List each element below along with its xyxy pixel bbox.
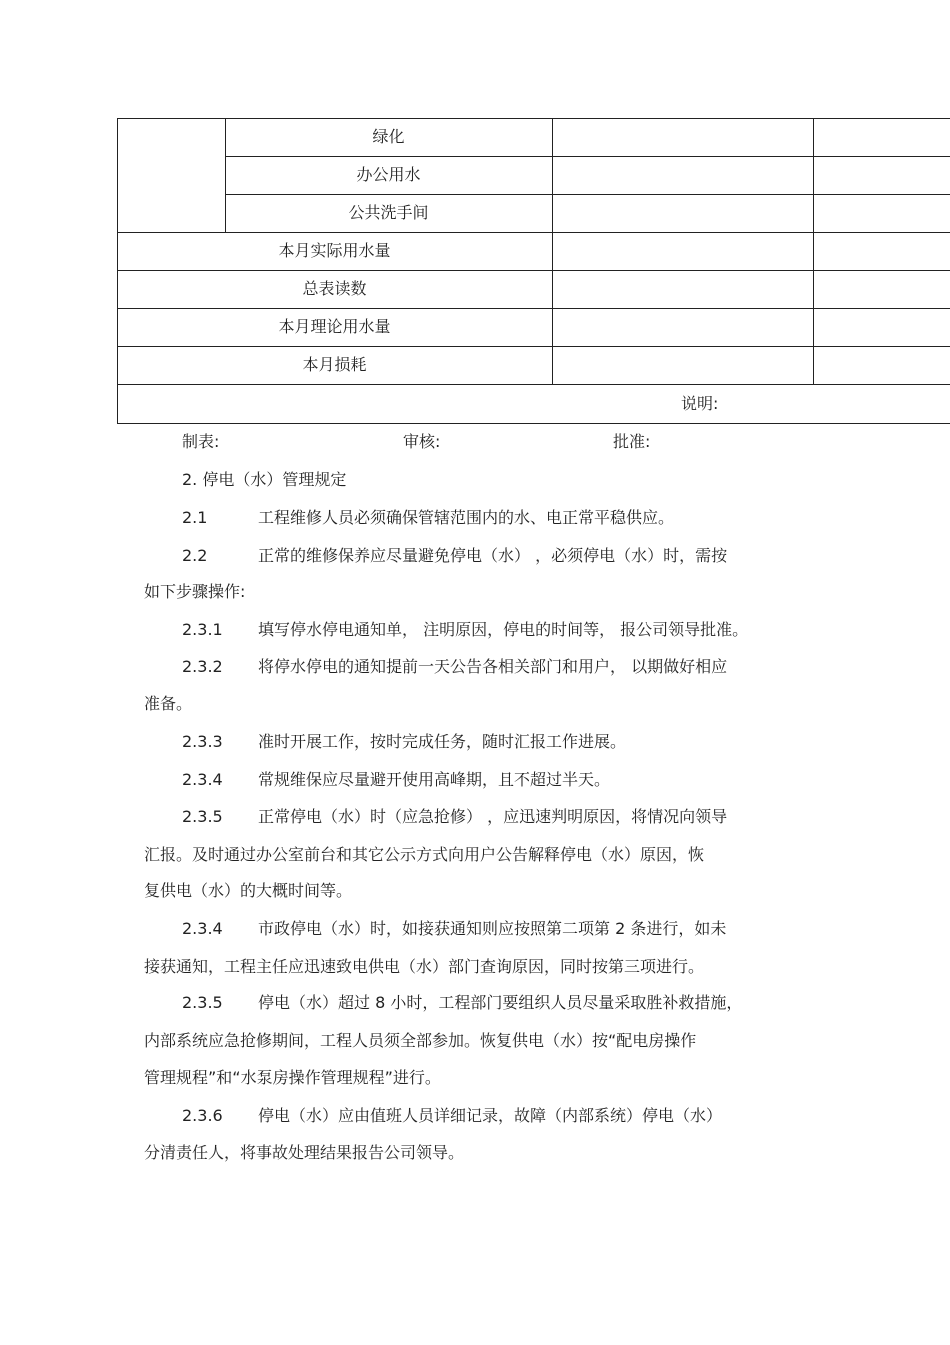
table-rule	[117, 270, 950, 271]
table-rule	[813, 118, 814, 384]
item-text: 正常的维修保养应尽量避免停电（水） ，必须停电（水）时，需按	[258, 546, 728, 565]
table-cell-label: 绿化	[372, 127, 405, 146]
item-text: 准时开展工作，按时完成任务，随时汇报工作进展。	[258, 732, 627, 751]
table-cell-label: 总表读数	[302, 279, 367, 298]
table-rule	[117, 232, 950, 233]
item-number: 2.3.1	[182, 620, 223, 639]
table-border-top	[117, 118, 950, 119]
item-text: 停电（水）超过 8 小时，工程部门要组织人员尽量采取胜补救措施，	[258, 993, 743, 1012]
item-text: 停电（水）应由值班人员详细记录，故障（内部系统）停电（水）	[258, 1106, 723, 1125]
signature-reviewed: 审核:	[403, 432, 441, 451]
item-number: 2.3.6	[182, 1106, 223, 1125]
item-text: 正常停电（水）时（应急抢修） ，应迅速判明原因，将情况向领导	[258, 807, 728, 826]
item-text: 复供电（水）的大概时间等。	[144, 881, 353, 900]
table-cell-label: 本月损耗	[302, 355, 367, 374]
table-rule	[225, 194, 950, 195]
table-rule	[117, 384, 950, 385]
table-cell-label: 本月实际用水量	[278, 241, 391, 260]
table-rule	[552, 118, 553, 384]
table-cell-label: 本月理论用水量	[278, 317, 391, 336]
item-text: 管理规程”和“水泵房操作管理规程”进行。	[144, 1068, 441, 1087]
table-border-bottom	[117, 423, 950, 424]
item-number: 2.3.4	[182, 770, 223, 789]
item-text: 常规维保应尽量避开使用高峰期，且不超过半天。	[258, 770, 611, 789]
item-number: 2.3.5	[182, 807, 223, 826]
item-text: 汇报。及时通过办公室前台和其它公示方式向用户公告解释停电（水）原因，恢	[144, 845, 705, 864]
item-number: 2.3.3	[182, 732, 223, 751]
item-number: 2.1	[182, 508, 208, 527]
signature-approved: 批准:	[613, 432, 651, 451]
table-rule	[117, 308, 950, 309]
table-rule	[117, 346, 950, 347]
water-usage-table	[0, 0, 950, 430]
table-note-label: 说明:	[681, 394, 719, 413]
item-text: 市政停电（水）时，如接获通知则应按照第二项第 2 条进行，如未	[258, 919, 727, 938]
table-cell-label: 公共洗手间	[348, 203, 429, 222]
item-number: 2.3.2	[182, 657, 223, 676]
item-text: 将停水停电的通知提前一天公告各相关部门和用户， 以期做好相应	[258, 657, 728, 676]
section-heading: 2. 停电（水）管理规定	[182, 470, 347, 489]
item-number: 2.2	[182, 546, 208, 565]
item-text: 填写停水停电通知单， 注明原因，停电的时间等， 报公司领导批准。	[258, 620, 749, 639]
item-number: 2.3.4	[182, 919, 223, 938]
item-text: 工程维修人员必须确保管辖范围内的水、电正常平稳供应。	[258, 508, 675, 527]
table-border-left	[117, 118, 118, 424]
item-number: 2.3.5	[182, 993, 223, 1012]
item-text: 如下步骤操作:	[144, 582, 246, 601]
table-rule	[225, 156, 950, 157]
item-text: 分清责任人，将事故处理结果报告公司领导。	[144, 1143, 465, 1162]
item-text: 准备。	[144, 694, 193, 713]
item-text: 内部系统应急抢修期间，工程人员须全部参加。恢复供电（水）按“配电房操作	[144, 1031, 697, 1050]
table-cell-label: 办公用水	[356, 165, 421, 184]
signature-prepared: 制表:	[182, 432, 220, 451]
item-text: 接获通知，工程主任应迅速致电供电（水）部门查询原因，同时按第三项进行。	[144, 957, 705, 976]
